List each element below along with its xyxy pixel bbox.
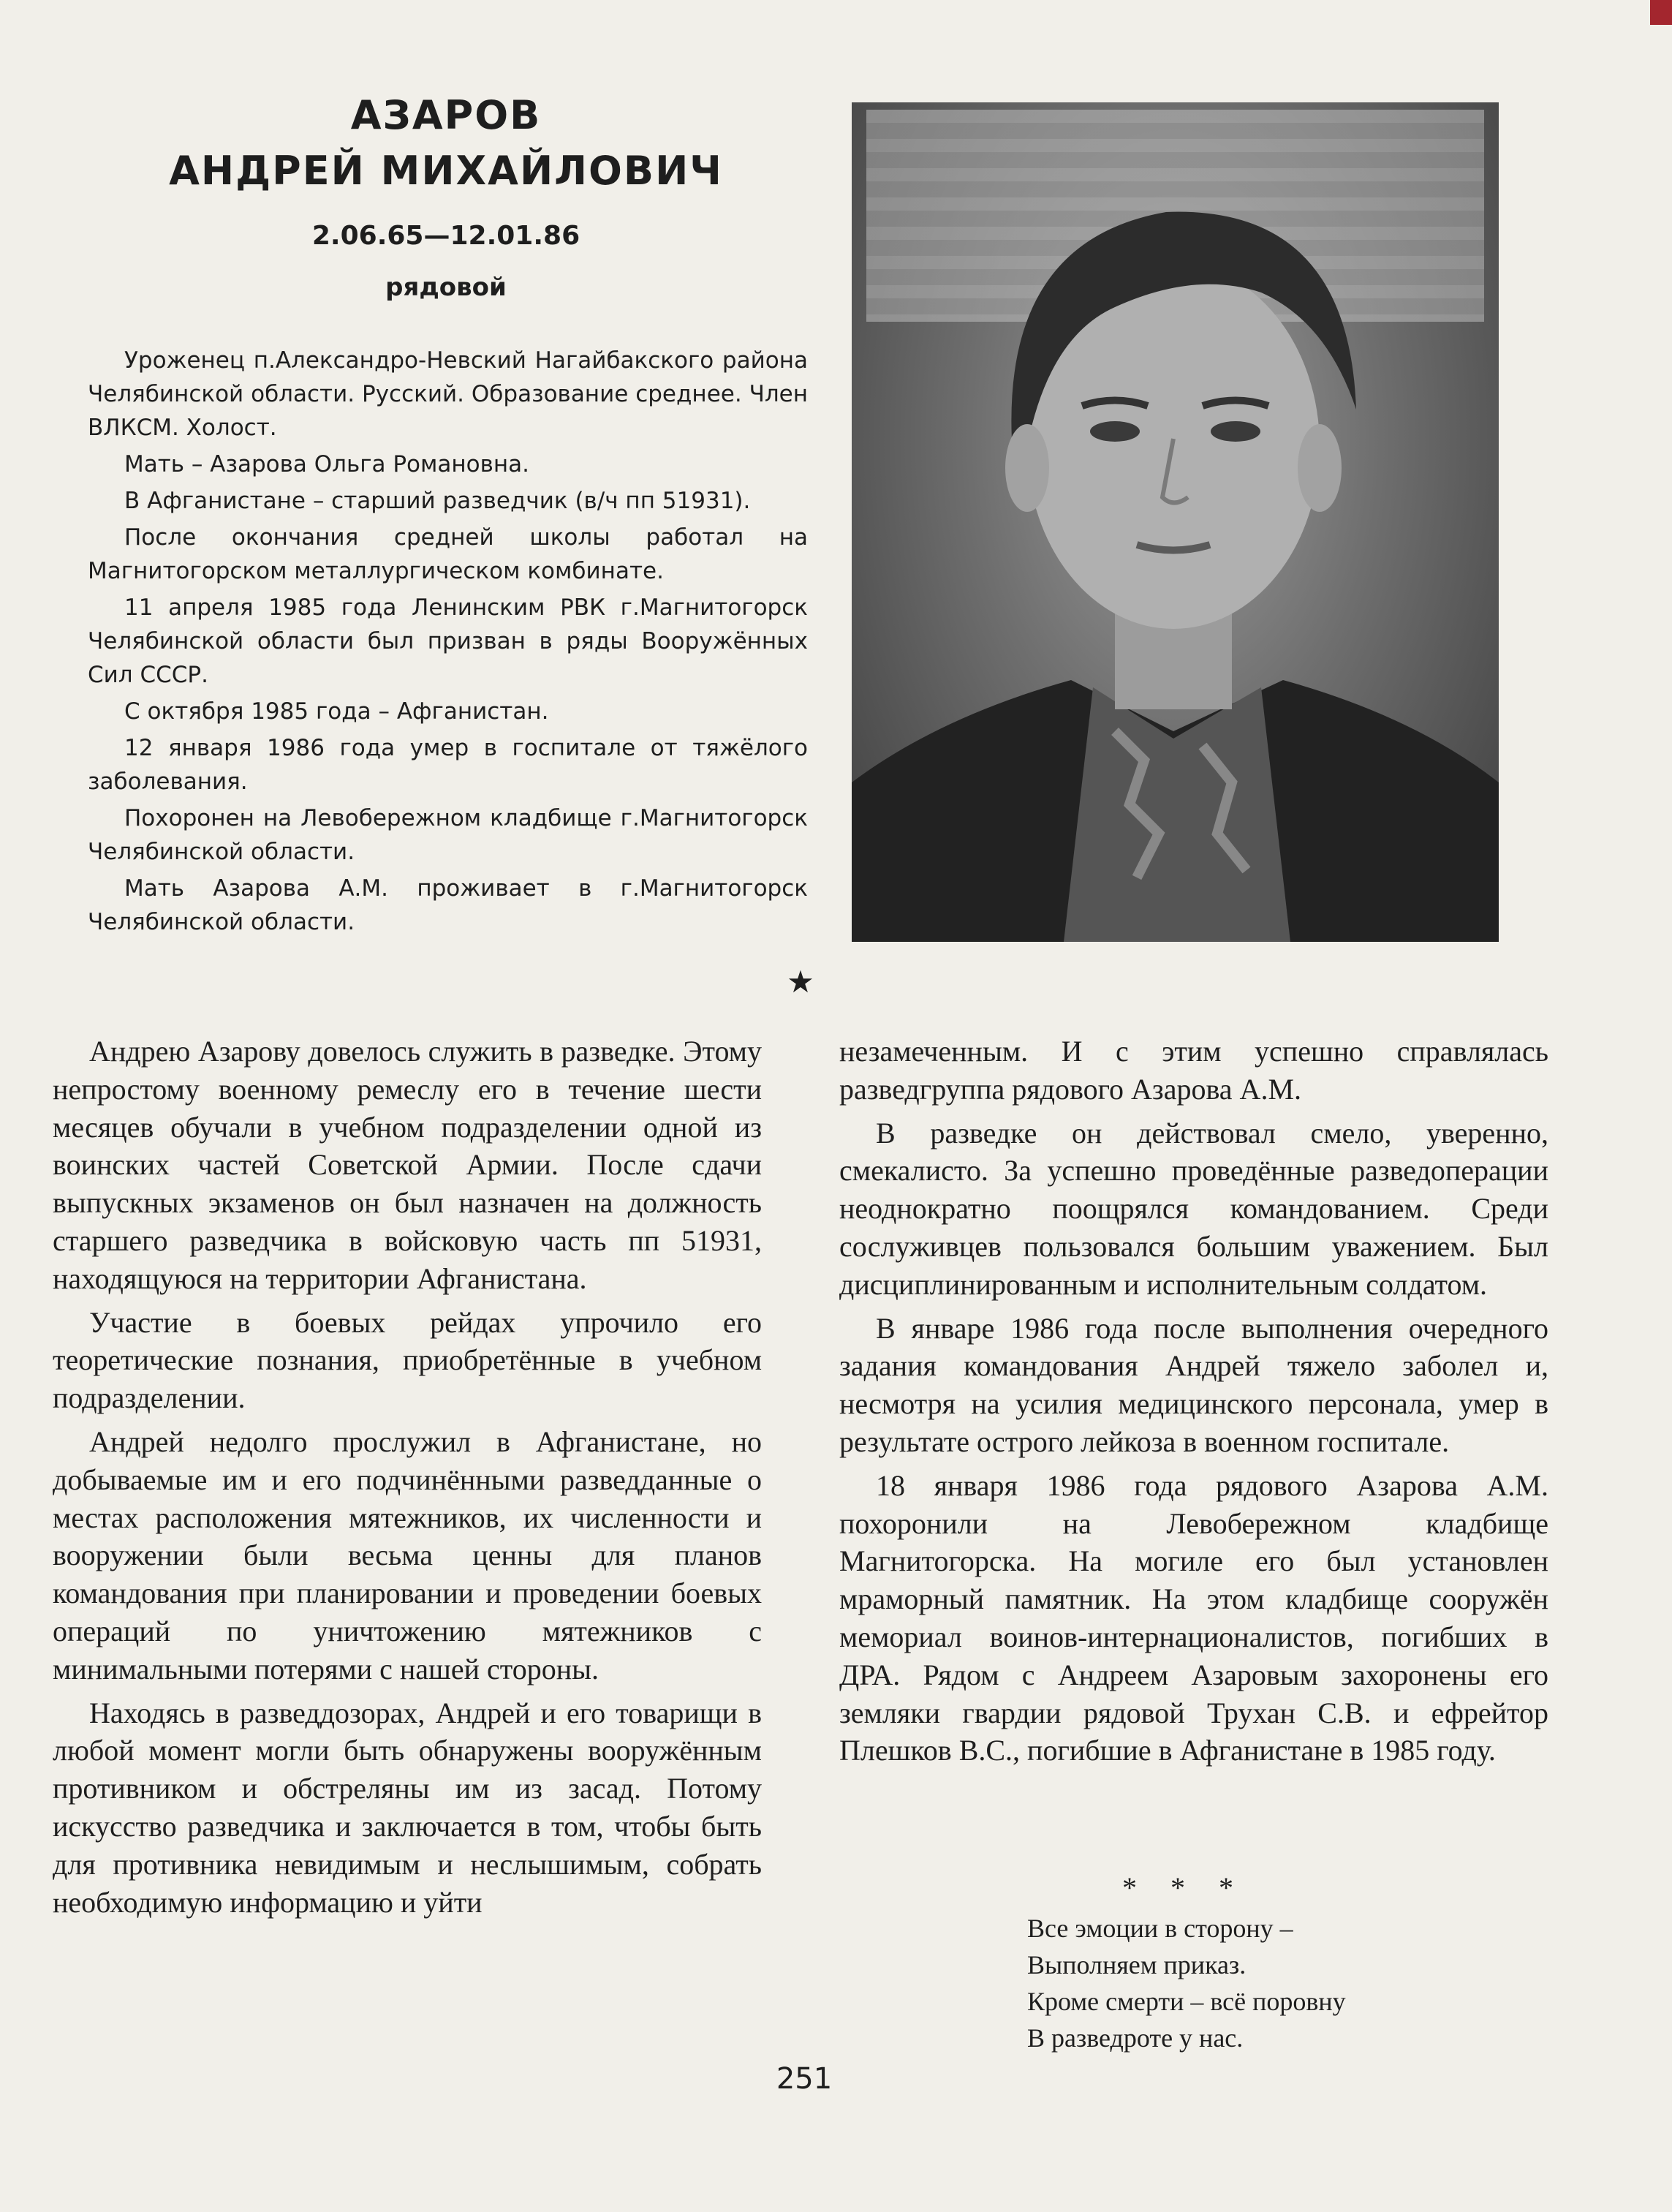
portrait-photo [852, 102, 1499, 942]
bio-paragraph: После окончания средней школы работал на Магнитогорском металлургическом комбинате. [88, 524, 808, 584]
surname: АЗАРОВ [350, 92, 542, 138]
article-right-column [839, 1033, 1548, 1775]
bio-paragraph: В Афганистане – старший разведчик (в/ч пп 51931). [124, 488, 751, 514]
biography-block [88, 344, 808, 942]
poem-line: Выполняем приказ. [1027, 1950, 1247, 1979]
article-paragraph: В разведке он действовал смело, уверенно, смекалисто. За успешно проведённые разведоперации неоднократно поощрялся командованием. Среди сослуживцев пользовался большим уважением. Был дисциплинированным и исполнительным солдатом. [839, 1116, 1548, 1301]
article-paragraph: Андрею Азарову довелось служить в разведке. Этому непростому военному ремеслу его в течение шести месяцев обучали в учебном подразделении одной из воинских частей Советской Армии. После сдачи выпускных экзаменов он был назначен на должность старшего разведчика в войсковую часть пп 51931, находящуюся на территории Афганистана. [53, 1035, 762, 1295]
page-number: 251 [776, 2062, 833, 2096]
military-rank: рядовой [385, 273, 507, 302]
header [80, 88, 812, 302]
article-left-column [53, 1033, 762, 1927]
given-names: АНДРЕЙ МИХАЙЛОВИЧ [169, 148, 723, 194]
bio-paragraph: С октября 1985 года – Афганистан. [124, 698, 549, 725]
bio-paragraph: Мать Азарова А.М. проживает в г.Магнитогорск Челябинской области. [88, 875, 808, 935]
page-edge-color-mark [1650, 0, 1672, 25]
poem-line: Кроме смерти – всё поровну [1027, 1987, 1346, 2016]
bio-paragraph: 11 апреля 1985 года Ленинским РВК г.Магнитогорск Челябинской области был призван в ряды Вооружённых Сил СССР. [88, 594, 808, 688]
article-paragraph: Участие в боевых рейдах упрочило его теоретические познания, приобретённые в учебном подразделении. [53, 1305, 762, 1415]
article-paragraph: 18 января 1986 года рядового Азарова А.М. похоронили на Левобережном кладбище Магнитогорска. На могиле его был установлен мраморный памятник. На этом кладбище сооружён мемориал воинов-интернационалистов, погибших в ДРА. Рядом с Андреем Азаровым захоронены его земляки гвардии рядовой Трухан С.В. и ефрейтор Плешков В.С., погибшие в Афганистане в 1985 году. [839, 1468, 1548, 1767]
poem-line: Все эмоции в сторону – [1027, 1914, 1293, 1943]
poem [1027, 1910, 1539, 2056]
bio-paragraph: Похоронен на Левобережном кладбище г.Магнитогорск Челябинской области. [88, 805, 808, 865]
bio-paragraph: Мать – Азарова Ольга Романовна. [124, 451, 530, 477]
bio-paragraph: Уроженец п.Александро-Невский Нагайбакского района Челябинской области. Русский. Образование среднее. Член ВЛКСМ. Холост. [88, 347, 808, 441]
article-paragraph: Андрей недолго прослужил в Афганистане, но добываемые им и его подчинёнными разведданные о местах расположения мятежников, их численности и вооружении были весьма ценны для планов командования при планировании и проведении боевых операций по уничтожению мятежников с минимальными потерями с нашей стороны. [53, 1424, 762, 1686]
divider-star-icon: ★ [787, 964, 814, 1000]
life-dates: 2.06.65—12.01.86 [311, 221, 580, 251]
bio-paragraph: 12 января 1986 года умер в госпитале от тяжёлого заболевания. [88, 735, 808, 795]
section-asterisks: * * * [1122, 1871, 1247, 1904]
article-paragraph: Находясь в разведдозорах, Андрей и его товарищи в любой момент могли быть обнаружены вооружённым противником и обстреляны им из засад. Потому искусство разведчика и заключается в том, чтобы быть для противника невидимым и неслышимым, собрать необходимую информацию и уйти [53, 1696, 762, 1919]
article-paragraph: В январе 1986 года после выполнения очередного задания командования Андрей тяжело заболел и, несмотря на усилия медицинского персонала, умер в результате острого лейкоза в военном госпитале. [839, 1311, 1548, 1458]
poem-line: В разведроте у нас. [1027, 2023, 1244, 2053]
article-paragraph: незамеченным. И с этим успешно справлялась разведгруппа рядового Азарова А.М. [839, 1035, 1548, 1106]
portrait-silhouette [852, 102, 1499, 942]
